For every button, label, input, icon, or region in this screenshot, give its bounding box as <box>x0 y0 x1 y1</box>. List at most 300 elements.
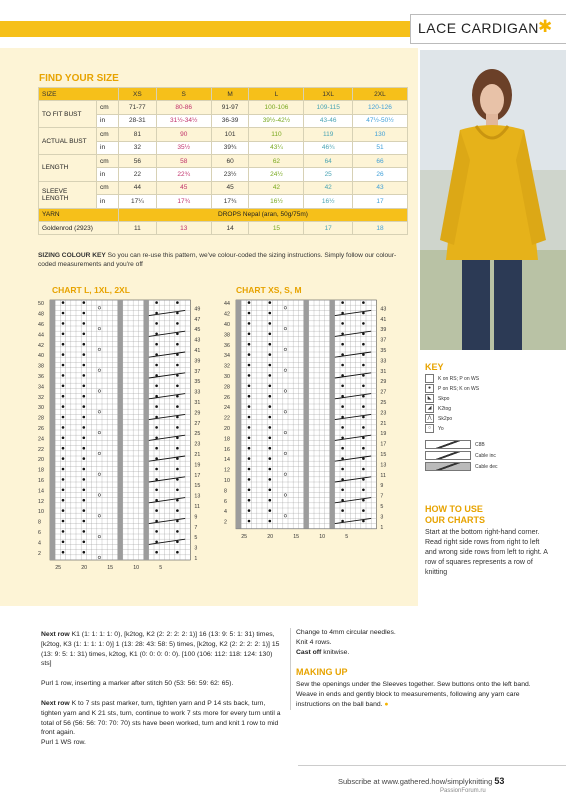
purl-dot <box>62 426 65 429</box>
purl-dot <box>362 489 365 492</box>
purl-dot <box>248 353 251 356</box>
purl-dot <box>362 426 365 429</box>
row-number-right: 47 <box>194 316 201 323</box>
knitting-chart-left <box>36 296 216 598</box>
purl-dot <box>62 385 65 388</box>
row-number-left: 4 <box>38 540 41 547</box>
row-number-right: 19 <box>380 431 387 438</box>
row-number-right: 25 <box>380 400 387 406</box>
purl-dot <box>83 426 86 429</box>
purl-dot <box>155 468 158 471</box>
stitch-number: 15 <box>107 565 114 571</box>
purl-dot <box>269 374 272 377</box>
row-number-right: 43 <box>380 306 387 313</box>
purl-dot <box>269 322 272 325</box>
purl-dot <box>341 343 344 346</box>
table-row: ACTUAL BUST cm 81 90 101 110 119 130 <box>39 128 408 141</box>
skpo-icon: ◣ <box>425 394 434 403</box>
purl-dot <box>83 301 86 304</box>
row-number-right: 17 <box>194 472 201 479</box>
purl-dot <box>176 301 179 304</box>
purl-dot <box>341 426 344 429</box>
row-number-right: 31 <box>194 400 201 406</box>
purl-dot <box>83 478 86 481</box>
purl-dot <box>362 301 365 304</box>
purl-dot <box>83 457 86 460</box>
shaded-column <box>50 300 55 560</box>
purl-dot <box>83 353 86 356</box>
stitch-number: 5 <box>345 533 349 540</box>
shaded-column <box>236 300 241 529</box>
purl-dot <box>155 301 158 304</box>
sk2po-icon: ⋀ <box>425 414 434 423</box>
shaded-column <box>304 300 309 529</box>
row-number-right: 35 <box>194 379 201 386</box>
purl-dot <box>62 551 65 554</box>
purl-dot <box>269 364 272 367</box>
purl-dot <box>269 499 272 502</box>
yo-icon: ○ <box>425 424 434 433</box>
row-number-right: 29 <box>194 410 201 417</box>
row-number-right: 7 <box>380 493 384 500</box>
purl-dot <box>269 353 272 356</box>
purl-dot <box>83 520 86 523</box>
making-up-heading: MAKING UP <box>296 667 348 677</box>
purl-dot <box>83 468 86 471</box>
purl-dot <box>248 343 251 346</box>
row-number-left: 24 <box>224 405 230 412</box>
table-row: in 17¼ 17¾ 17¾ 16½ 16½ 17 <box>39 195 408 208</box>
purl-dot <box>62 447 65 450</box>
table-row: SLEEVE LENGTH cm 44 45 45 42 42 43 <box>39 181 408 194</box>
purl-dot <box>341 468 344 471</box>
row-number-right: 13 <box>194 493 201 500</box>
row-number-right: 3 <box>194 545 198 552</box>
row-number-right: 9 <box>380 483 384 490</box>
purl-dot <box>83 489 86 492</box>
purl-dot <box>83 551 86 554</box>
purl-dot <box>83 416 86 419</box>
key-item-yo: ○ Yo <box>425 424 444 433</box>
purl-dot <box>248 520 251 523</box>
purl-dot <box>269 416 272 419</box>
row-number-left: 40 <box>38 353 44 360</box>
key-item-cable-dec: Cable dec <box>425 462 498 471</box>
row-number-left: 8 <box>224 488 227 495</box>
stitch-number: 25 <box>241 533 248 540</box>
purl-dot <box>269 478 272 481</box>
table-row: in 32 35½ 39¾ 43¼ 46¾ 51 <box>39 141 408 154</box>
size-table <box>38 87 408 235</box>
purl-dot <box>248 489 251 492</box>
row-number-right: 7 <box>194 524 198 531</box>
purl-dot <box>176 468 179 471</box>
key-item-purl: ● P on RS; K on WS <box>425 384 479 393</box>
row-number-left: 14 <box>38 488 44 495</box>
row-number-right: 5 <box>194 535 198 542</box>
purl-dot <box>62 312 65 315</box>
purl-dot <box>269 489 272 492</box>
row-number-left: 2 <box>224 519 227 526</box>
row-number-left: 14 <box>224 457 230 464</box>
row-number-right: 41 <box>380 316 387 323</box>
row-number-right: 33 <box>380 358 387 365</box>
purl-dot <box>362 405 365 408</box>
purl-dot <box>83 343 86 346</box>
purl-dot <box>362 364 365 367</box>
purl-dot <box>341 385 344 388</box>
purl-dot <box>341 364 344 367</box>
how-to-heading: HOW TO USE OUR CHARTS <box>425 504 485 525</box>
row-number-right: 19 <box>194 462 201 469</box>
row-number-right: 43 <box>194 337 201 344</box>
purl-dot <box>269 509 272 512</box>
purl-dot <box>155 551 158 554</box>
purl-dot <box>83 395 86 398</box>
purl-dot <box>269 447 272 450</box>
row-number-right: 11 <box>380 472 386 479</box>
row-number-right: 13 <box>380 462 387 469</box>
purl-dot <box>83 405 86 408</box>
row-number-left: 22 <box>224 415 230 422</box>
shaded-column <box>330 300 335 529</box>
purl-dot <box>362 447 365 450</box>
purl-dot <box>155 364 158 367</box>
key-item-k2tog: ◢ K2tog <box>425 404 451 413</box>
purl-dot <box>248 333 251 336</box>
subscribe-link[interactable]: Subscribe at www.gathered.how/simplyknitting <box>338 777 493 786</box>
purl-dot <box>62 499 65 502</box>
purl-dot <box>155 405 158 408</box>
page-title: LACE CARDIGAN <box>418 20 539 36</box>
row-number-left: 30 <box>224 374 230 380</box>
row-number-left: 22 <box>38 446 44 453</box>
purl-dot <box>62 468 65 471</box>
size-header-row: SIZE XS S M L 1XL 2XL <box>39 88 408 101</box>
chart-right <box>222 296 402 562</box>
row-number-right: 49 <box>194 306 201 313</box>
purl-dot <box>248 312 251 315</box>
row-number-left: 44 <box>224 301 230 308</box>
row-number-left: 34 <box>38 384 44 391</box>
row-number-left: 12 <box>38 498 44 505</box>
footer-rule <box>298 765 566 766</box>
purl-dot <box>269 395 272 398</box>
row-number-left: 50 <box>38 301 44 308</box>
row-number-right: 1 <box>194 556 198 562</box>
purl-dot <box>62 374 65 377</box>
stitch-number: 20 <box>81 565 88 571</box>
purl-dot <box>83 385 86 388</box>
row-number-left: 38 <box>38 363 44 370</box>
instructions-right-column: Change to 4mm circular needles. Knit 4 rows. Cast off knitwise. <box>296 629 396 656</box>
star-icon: ✱ <box>538 17 553 36</box>
purl-dot <box>83 312 86 315</box>
knitting-chart-right <box>222 296 402 562</box>
row-number-left: 38 <box>224 332 230 339</box>
page-number: 53 <box>494 776 505 786</box>
purl-dot <box>62 478 65 481</box>
k2tog-icon: ◢ <box>425 404 434 413</box>
row-number-left: 44 <box>38 332 44 339</box>
cable-inc-icon <box>425 451 471 460</box>
purl-dot <box>341 447 344 450</box>
purl-dot <box>248 437 251 440</box>
purl-dot <box>269 405 272 408</box>
purl-dot <box>362 322 365 325</box>
row-number-right: 15 <box>194 483 201 490</box>
purl-dot <box>269 468 272 471</box>
row-number-left: 26 <box>224 394 230 401</box>
row-number-left: 16 <box>224 446 230 453</box>
purl-dot <box>155 530 158 533</box>
purl-dot <box>248 374 251 377</box>
shaded-column <box>118 300 123 560</box>
purl-dot <box>83 333 86 336</box>
row-number-left: 42 <box>224 311 230 318</box>
row-number-left: 36 <box>38 374 44 380</box>
chart-left <box>36 296 216 598</box>
yarn-row: YARN DROPS Nepal (aran, 50g/75m) <box>39 208 408 221</box>
purl-dot <box>155 447 158 450</box>
purl-dot <box>62 322 65 325</box>
table-row: LENGTH cm 56 58 60 62 64 66 <box>39 154 408 167</box>
row-number-left: 36 <box>224 342 230 349</box>
stitch-number: 20 <box>267 533 274 540</box>
row-number-left: 46 <box>38 322 44 328</box>
row-number-left: 34 <box>224 353 230 360</box>
purl-dot <box>341 322 344 325</box>
purl-dot <box>83 541 86 544</box>
row-number-right: 25 <box>194 431 201 438</box>
key-item-c8b: C8B <box>425 440 485 449</box>
row-number-right: 29 <box>380 379 387 386</box>
next-row-paragraph-1: Next row K1 (1: 1: 1: 1: 0), [k2tog, K2 (2: 2: 2: 2: 1)] 16 (13: 9: 5: 1: 31) times, [k2tog, K3 (1: 1: 1: 1: 0)] 1 (13: 28: 43: 58: 5) times, [k2tog, K2 (2: 2: 2: 2: 1)] 15 (13: 9: 5: 1: 31) times, k2tog, K1 (0: 0: 0: 0: 0). [100 (106: 112: 118: 124: 130) sts] <box>41 631 280 668</box>
purl-dot <box>248 426 251 429</box>
end-mark-icon: ● <box>384 700 389 708</box>
row-number-right: 23 <box>380 410 387 417</box>
empty-square-icon <box>425 374 434 383</box>
row-number-right: 37 <box>380 337 387 344</box>
row-number-right: 1 <box>380 524 384 531</box>
purl-dot <box>62 333 65 336</box>
row-number-right: 15 <box>380 452 387 458</box>
key-item-skpo: ◣ Skpo <box>425 394 449 403</box>
purl-dot <box>176 405 179 408</box>
purl-row-paragraph: Purl 1 row, inserting a marker after stitch 50 (53: 56: 59: 62: 65). <box>41 680 234 688</box>
table-row: TO FIT BUST cm 71-77 80-86 91-97 100-106 109-115 120-126 <box>39 101 408 114</box>
row-number-left: 26 <box>38 426 44 432</box>
row-number-right: 31 <box>380 368 387 375</box>
purl-dot <box>269 333 272 336</box>
model-illustration <box>420 50 566 350</box>
purl-dot <box>269 437 272 440</box>
chart-left-title: CHART L, 1XL, 2XL <box>52 285 130 295</box>
purl-dot <box>62 405 65 408</box>
row-number-right: 39 <box>194 358 201 365</box>
row-number-left: 10 <box>224 478 230 484</box>
purl-dot <box>362 509 365 512</box>
purl-dot <box>62 416 65 419</box>
purl-dot <box>176 530 179 533</box>
purl-dot <box>155 509 158 512</box>
row-number-left: 18 <box>38 467 44 474</box>
row-number-left: 10 <box>38 509 44 516</box>
row-number-right: 5 <box>380 504 384 510</box>
stitch-number: 25 <box>55 565 62 571</box>
row-number-left: 30 <box>38 405 44 412</box>
row-number-right: 21 <box>380 420 387 427</box>
purl-dot <box>176 447 179 450</box>
purl-dot <box>83 447 86 450</box>
find-your-size-heading: FIND YOUR SIZE <box>39 73 119 84</box>
c8b-cable-icon <box>425 440 471 449</box>
row-number-left: 20 <box>38 457 44 464</box>
purl-dot <box>176 551 179 554</box>
purl-dot <box>248 499 251 502</box>
purl-dot <box>248 457 251 460</box>
purl-dot <box>269 343 272 346</box>
row-number-right: 27 <box>194 420 201 427</box>
row-number-left: 2 <box>38 550 41 557</box>
purl-dot <box>62 489 65 492</box>
header-accent-bar <box>0 21 420 37</box>
purl-dot <box>83 364 86 367</box>
table-row: in 28-31 31½-34½ 36-39 39½-42½ 43-46 47½-50½ <box>39 114 408 127</box>
row-number-right: 11 <box>194 504 200 510</box>
dot-square-icon: ● <box>425 384 434 393</box>
sizing-colour-key: SIZING COLOUR KEY So you can re-use this pattern, we've colour-coded the sizing instructions. Simply follow our colour-coded measurements and you're off <box>38 252 397 268</box>
row-number-left: 28 <box>38 415 44 422</box>
purl-dot <box>155 426 158 429</box>
row-number-right: 9 <box>194 514 198 521</box>
row-number-left: 40 <box>224 322 230 328</box>
purl-dot <box>341 489 344 492</box>
making-up-text: Sew the openings under the Sleeves together. Sew buttons onto the left band. Weave in ends and gently block to measurements, following any yarn care instructions on the ball band. ● <box>296 681 531 708</box>
stitch-number: 5 <box>159 565 163 571</box>
row-number-left: 16 <box>38 478 44 484</box>
purl-dot <box>62 353 65 356</box>
row-number-right: 3 <box>380 514 384 521</box>
purl-dot <box>155 489 158 492</box>
key-item-knit: K on RS; P on WS <box>425 374 479 383</box>
purl-dot <box>83 322 86 325</box>
purl-dot <box>248 447 251 450</box>
row-number-right: 39 <box>380 327 387 334</box>
key-heading: KEY <box>425 362 444 372</box>
row-number-left: 28 <box>224 384 230 391</box>
row-number-left: 4 <box>224 509 227 516</box>
purl-dot <box>248 364 251 367</box>
shaded-column <box>144 300 149 560</box>
purl-dot <box>248 416 251 419</box>
cardigan-photo <box>420 50 566 350</box>
purl-dot <box>269 426 272 429</box>
row-number-right: 23 <box>194 441 201 448</box>
purl-dot <box>362 343 365 346</box>
purl-dot <box>341 405 344 408</box>
purl-dot <box>176 343 179 346</box>
purl-dot <box>269 457 272 460</box>
row-number-right: 41 <box>194 348 201 354</box>
purl-dot <box>269 312 272 315</box>
purl-dot <box>62 530 65 533</box>
purl-dot <box>62 301 65 304</box>
purl-dot <box>248 405 251 408</box>
purl-dot <box>176 426 179 429</box>
purl-dot <box>83 530 86 533</box>
how-to-text: Start at the bottom right-hand corner. Read right side rows from right to left and wrong side rows from left to right. A row of squares represents a row of knitting <box>425 529 548 576</box>
purl-dot <box>62 343 65 346</box>
purl-dot <box>62 457 65 460</box>
row-number-right: 33 <box>194 389 201 396</box>
next-row-paragraph-2: Next row K to 7 sts past marker, turn, tighten yarn and P 14 sts back, turn, tighten yarn and K 21 sts, turn, continue to work 7 sts more for every turn until a total of 56 (56: 56: 70: 70: 70) sts have been worked, turn and knit 1 row to mid front again. Purl 1 WS row. <box>41 699 281 747</box>
purl-dot <box>62 520 65 523</box>
purl-dot <box>248 385 251 388</box>
row-number-right: 35 <box>380 348 387 354</box>
row-number-left: 18 <box>224 436 230 443</box>
purl-dot <box>155 322 158 325</box>
row-number-left: 32 <box>38 394 44 401</box>
purl-dot <box>362 468 365 471</box>
cable-dec-icon <box>425 462 471 471</box>
purl-dot <box>269 385 272 388</box>
purl-dot <box>248 468 251 471</box>
purl-dot <box>62 437 65 440</box>
purl-dot <box>362 385 365 388</box>
purl-dot <box>176 489 179 492</box>
row-number-left: 32 <box>224 363 230 370</box>
instructions-left-column <box>41 630 281 758</box>
purl-dot <box>248 301 251 304</box>
purl-dot <box>176 322 179 325</box>
stitch-number: 10 <box>319 533 326 540</box>
purl-dot <box>248 509 251 512</box>
purl-dot <box>62 364 65 367</box>
purl-dot <box>269 301 272 304</box>
row-number-right: 21 <box>194 452 201 458</box>
chart-right-title: CHART XS, S, M <box>236 285 302 295</box>
purl-dot <box>176 364 179 367</box>
colour-row: Goldenrod (2923) 11 13 14 15 17 18 <box>39 221 408 234</box>
purl-dot <box>155 385 158 388</box>
purl-dot <box>341 301 344 304</box>
purl-dot <box>83 437 86 440</box>
purl-dot <box>62 395 65 398</box>
footer <box>338 776 504 786</box>
purl-dot <box>83 509 86 512</box>
purl-dot <box>83 374 86 377</box>
row-number-left: 6 <box>38 530 41 536</box>
purl-dot <box>155 343 158 346</box>
purl-dot <box>176 509 179 512</box>
watermark: PassionForum.ru <box>440 788 486 794</box>
row-number-left: 6 <box>224 498 227 505</box>
row-number-left: 24 <box>38 436 44 443</box>
row-number-right: 37 <box>194 368 201 375</box>
key-item-sk2po: ⋀ Sk2po <box>425 414 452 423</box>
purl-dot <box>248 478 251 481</box>
key-item-cable-inc: Cable inc <box>425 451 496 460</box>
purl-dot <box>341 509 344 512</box>
purl-dot <box>248 395 251 398</box>
row-number-left: 12 <box>224 467 230 474</box>
purl-dot <box>62 541 65 544</box>
row-number-right: 45 <box>194 327 201 334</box>
stitch-number: 10 <box>133 565 140 571</box>
table-row: in 22 22¾ 23½ 24½ 25 26 <box>39 168 408 181</box>
purl-dot <box>83 499 86 502</box>
